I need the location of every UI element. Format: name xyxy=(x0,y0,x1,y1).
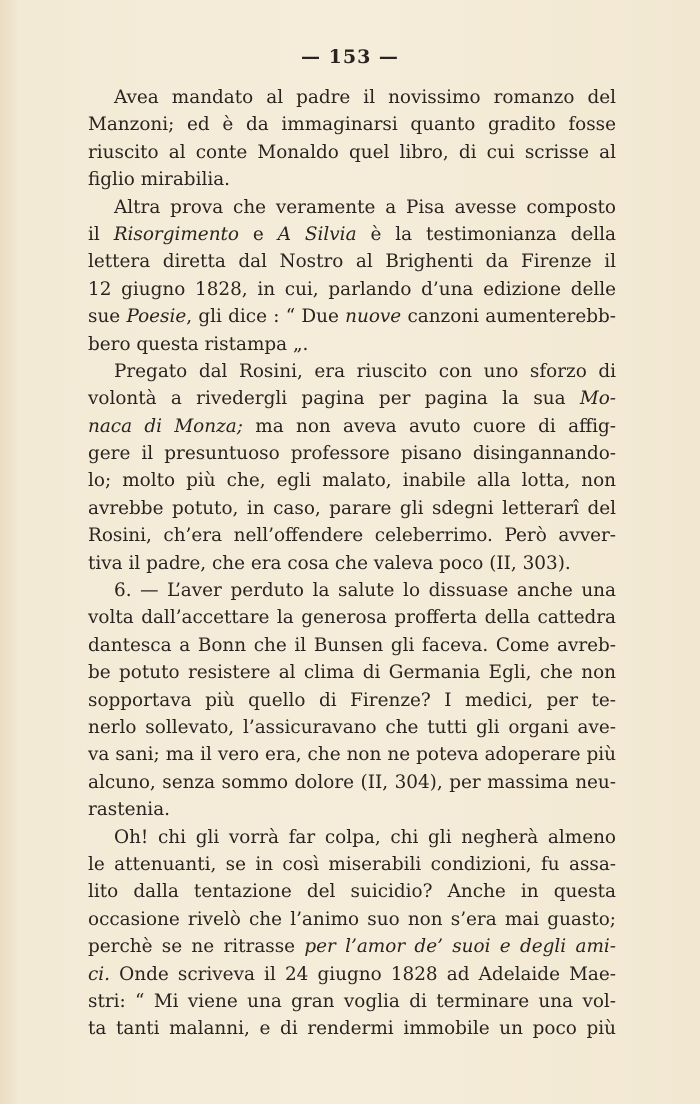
text-line: 12 giugno 1828, in cui, parlando d’una edizione delle xyxy=(88,278,616,300)
text-line: volta dall’accettare la generosa profferta della cattedra xyxy=(88,607,616,629)
text-line: bero questa ristampa „. xyxy=(88,333,309,355)
text-span: ma non aveva avuto cuore di affig- xyxy=(242,415,617,437)
text-line: lito dalla tentazione del suicidio? Anche in questa xyxy=(88,881,616,903)
text-line: le attenuanti, se in così miserabili condizioni, fu assa- xyxy=(88,853,616,875)
text-line: gere il presuntuoso professore pisano disingannando- xyxy=(88,443,616,465)
text-line: Manzoni; ed è da immaginarsi quanto gradito fosse xyxy=(88,114,616,136)
italic-text: Risorgimento xyxy=(113,223,240,245)
text-line xyxy=(88,933,616,960)
text-line: sopportava più quello di Firenze? I medici, per te- xyxy=(88,689,616,711)
text-span: , gli dice : “ Due xyxy=(186,306,346,328)
text-line: 6. — L’aver perduto la salute lo dissuase anche una xyxy=(114,580,616,602)
italic-text: A Silvia xyxy=(277,223,357,245)
page-number: — 153 — xyxy=(301,46,399,68)
italic-text: per l’amor de’ suoi e degli ami- xyxy=(304,936,616,958)
text-line: lettera diretta dal Nostro al Brighenti da Firenze il xyxy=(88,251,616,273)
text-line: stri: “ Mi viene una gran voglia di terminare una vol- xyxy=(88,990,616,1012)
text-line: alcuno, senza sommo dolore (II, 304), per massima neu- xyxy=(88,771,616,793)
text-span: è la testimonianza della xyxy=(356,223,616,245)
text-line: be potuto resistere al clima di Germania Egli, che non xyxy=(88,662,616,684)
text-line: nerlo sollevato, l’assicuravano che tutti gli organi ave- xyxy=(88,716,616,738)
text-line: riuscito al conte Monaldo quel libro, di cui scrisse al xyxy=(88,141,616,163)
text-line: avrebbe potuto, in caso, parare gli sdegni letterarî del xyxy=(88,497,616,519)
italic-text: naca di Monza; xyxy=(88,415,243,437)
text-line xyxy=(88,961,616,988)
text-line: figlio mirabilia. xyxy=(88,169,231,191)
text-line: Avea mandato al padre il novissimo romanzo del xyxy=(114,87,616,108)
text-line: ta tanti malanni, e di rendermi immobile un poco più xyxy=(88,1018,616,1040)
text-line: tiva il padre, che era cosa che valeva poco (II, 303). xyxy=(88,552,571,574)
italic-text: ci. xyxy=(88,963,111,985)
text-span: Onde scriveva il 24 giugno 1828 ad Adelaide Mae- xyxy=(110,963,616,985)
text-line: occasione rivelò che l’animo suo non s’era mai guasto; xyxy=(88,908,616,930)
italic-text: Mo- xyxy=(579,388,616,410)
text-line: Altra prova che veramente a Pisa avesse composto xyxy=(114,196,616,218)
text-span: e xyxy=(239,223,278,245)
text-line: dantesca a Bonn che il Bunsen gli faceva. Come avreb- xyxy=(88,634,616,656)
text-line: Pregato dal Rosini, era riuscito con uno sforzo di xyxy=(114,360,616,382)
text-line: Rosini, ch’era nell’offendere celeberrimo. Però avver- xyxy=(88,525,616,547)
text-line: Oh! chi gli vorrà far colpa, chi gli negherà almeno xyxy=(114,826,616,848)
text-span: il xyxy=(88,223,114,245)
text-span: volontà a rivedergli pagina per pagina la sua xyxy=(88,388,580,410)
text-line xyxy=(88,221,616,248)
text-line xyxy=(88,385,616,412)
italic-text: nuove xyxy=(345,306,402,328)
text-line xyxy=(88,303,616,330)
text-span: sue xyxy=(88,306,127,328)
text-span: canzoni aumenterebb- xyxy=(401,306,616,328)
text-span: perchè se ne ritrasse xyxy=(88,936,305,958)
text-line xyxy=(88,413,616,440)
body-text xyxy=(88,84,616,1043)
text-line: lo; molto più che, egli malato, inabile alla lotta, non xyxy=(88,470,616,492)
text-line: rastenia. xyxy=(88,799,171,821)
text-line: va sani; ma il vero era, che non ne poteva adoperare più xyxy=(88,744,616,766)
italic-text: Poesie xyxy=(126,306,187,328)
